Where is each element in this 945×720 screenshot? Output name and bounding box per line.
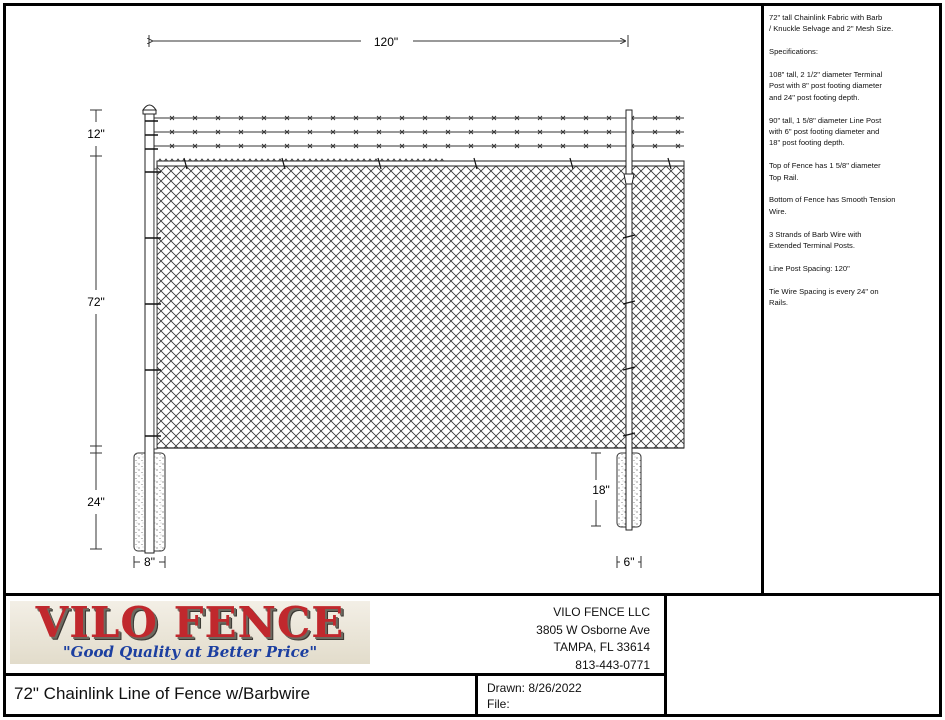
- top-rail: [157, 161, 684, 166]
- company-phone: 813-443-0771: [575, 657, 650, 672]
- spec-fabric: 72" tall Chainlink Fabric with Barb / Knuckle Selvage and 2" Mesh Size.: [769, 13, 894, 34]
- logo-tagline: "Good Quality at Better Price": [62, 643, 318, 661]
- logo-name: VILO FENCE: [35, 598, 345, 647]
- drawing-title: 72" Chainlink Line of Fence w/Barbwire: [14, 684, 311, 703]
- drawn-info: [487, 680, 582, 712]
- barb-height-label: 12": [87, 127, 105, 141]
- spec-post-spacing: Line Post Spacing: 120": [769, 263, 850, 273]
- company-street: 3805 W Osborne Ave: [536, 622, 650, 637]
- spec-line-post: 90" tall, 1 5/8" diameter Line Post with 6" post footing diameter and 18" post footing depth.: [769, 115, 882, 148]
- specifications-panel: [761, 6, 939, 594]
- barb-wire-strands: [149, 118, 684, 146]
- title-block-right-divider: [664, 596, 667, 717]
- height-dimensions: [90, 110, 102, 549]
- file-label: File:: [487, 697, 510, 711]
- chainlink-fabric: [157, 166, 684, 448]
- terminal-footing-diameter-label: 8": [144, 555, 155, 569]
- footing-diameter-dimensions: [134, 556, 641, 568]
- company-name: VILO FENCE LLC: [553, 605, 650, 619]
- line-footing-diameter-label: 6": [623, 555, 635, 569]
- spec-tension-wire: Bottom of Fence has Smooth Tension Wire.: [769, 195, 896, 216]
- drawn-divider: [475, 676, 478, 717]
- width-label: 120": [373, 35, 399, 49]
- fabric-height-label: 72": [87, 295, 105, 309]
- spec-barb-wire: 3 Strands of Barb Wire with Extended Terminal Posts.: [769, 229, 862, 251]
- company-logo: [10, 598, 370, 664]
- spec-tie-wire: Tie Wire Spacing is every 24" on Rails.: [769, 286, 879, 308]
- spec-top-rail: Top of Fence has 1 5/8" diameter Top Rail.: [769, 161, 881, 182]
- company-city: TAMPA, FL 33614: [553, 640, 650, 654]
- spec-terminal-post: 108" tall, 2 1/2" diameter Terminal Post with 8" post footing diameter and 24" post footing depth.: [769, 70, 883, 102]
- terminal-footing-depth-label: 24": [87, 495, 105, 509]
- company-info: [536, 604, 650, 674]
- drawn-date: Drawn: 8/26/2022: [487, 681, 582, 695]
- spec-heading: Specifications:: [769, 47, 818, 57]
- title-block-divider: [3, 593, 942, 596]
- line-footing-depth-label: 18": [592, 483, 610, 497]
- fence-drawing: [6, 6, 758, 594]
